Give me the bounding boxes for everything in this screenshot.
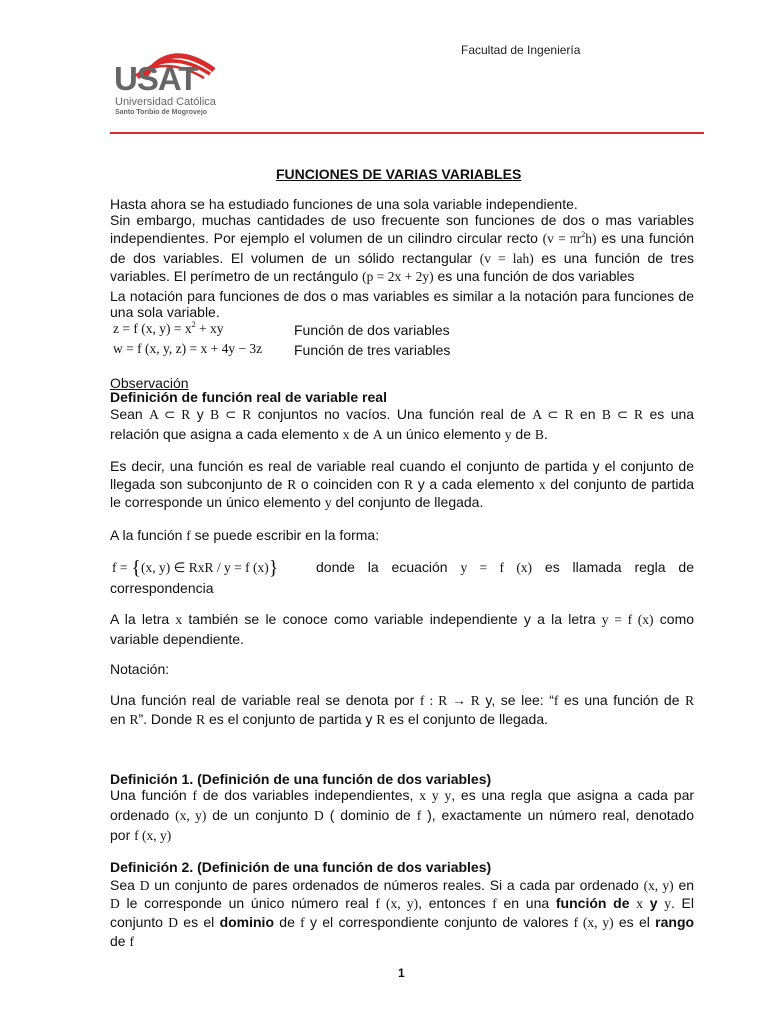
formula-label: Función de dos variables [294,322,450,338]
text-line [110,229,694,248]
formula-three-vars: w = f (x, y, z) = x + 4y − 3z [113,341,263,356]
text: es una función de dos variables [437,268,635,284]
text: variables. El perímetro de un rectángulo [110,268,359,284]
text-line [110,303,694,321]
page-title: FUNCIONES DE VARIAS VARIABLES [276,166,522,182]
text: es una función [601,230,695,246]
formula-label: Función de tres variables [294,342,451,358]
set-definition: f = {(x, y) ∈ RxR / y = f (x)} [112,557,279,579]
text-line: Una función f de dos variables independientes, x y y, es una regla que asigna a cada par [110,787,695,803]
text-line: relación que asigna a cada elemento x de A un único elemento y de B. [110,426,548,442]
math: (p = 2x + 2y) [362,269,434,284]
text-line: variable dependiente. [110,631,244,647]
text-line: Sea D un conjunto de pares ordenados de números reales. Si a cada par ordenado (x, y) en [110,877,695,893]
math: $(v = \pi r^2h)$ [542,230,597,246]
header-rule [110,132,704,134]
text-line: D le corresponde un único número real f (x, y), entonces f en una función de x y y. El [110,895,695,911]
observation-heading: Observación [110,375,189,391]
text-line [110,211,694,229]
definition-heading: Definición de función real de variable real [110,389,387,405]
logo-word: USAT [114,60,198,97]
formula-two-vars: z = f (x, $y) = x^2$ + xy [113,320,224,336]
logo-university: Universidad Católica [115,96,216,108]
definition-2-heading: Definición 2. (Definición de una función de dos variables) [110,859,492,875]
text-line: llegada son subconjunto de R o coinciden con R y a cada elemento x del conjunto de partida [110,476,695,492]
text: Sin embargo, muchas cantidades de uso frecuente son funciones de dos o mas variables [110,212,694,228]
text-line: le corresponde un único elemento y del conjunto de llegada. [110,494,484,510]
text-line: A la función f se puede escribir en la forma: [110,527,380,543]
text-line [110,249,694,268]
text-line: correspondencia [110,580,214,596]
text-line [110,267,694,286]
definition-1-heading: Definición 1. (Definición de una función de dos variables) [110,771,492,787]
text: Hasta ahora se ha estudiado funciones de una sola variable independiente. [110,196,578,212]
text: independientes. Por ejemplo el volumen de un cilindro circular recto [110,230,538,246]
text-line: ordenado (x, y) de un conjunto D ( dominio de f ), exactamente un número real, denotado [110,807,694,823]
text-line: Sean A ⊂ R y B ⊂ R conjuntos no vacíos. Una función real de A ⊂ R en B ⊂ R es una [110,406,695,422]
text-line: Una función real de variable real se denota por f : R → R y, se lee: “f es una función de R [110,692,695,708]
page-number: 1 [398,966,405,980]
text: La notación para funciones de dos o mas variables es similar a la notación para funciones de [110,288,694,304]
text-line: en R”. Donde R es el conjunto de partida y R es el conjunto de llegada. [110,711,549,727]
text-line: conjunto D es el dominio de f y el correspondiente conjunto de valores f (x, y) es el rango [110,914,695,930]
faculty-name: Facultad de Ingeniería [461,43,581,57]
text-line: de f [110,933,134,949]
text-line: A la letra x también se le conoce como variable independiente y a la letra y = f (x) como [110,611,695,627]
logo-subtitle: Santo Toribio de Mogrovejo [115,109,208,116]
notation-heading: Notación: [110,661,170,677]
text: de dos variables. El volumen de un sólido rectangular [110,250,473,266]
text: es una función de tres [541,250,695,266]
math: (v = lah) [479,251,534,266]
text-line: Es decir, una función es real de variable real cuando el conjunto de partida y el conjunto de [110,458,694,474]
usat-logo [114,40,218,120]
text: una sola variable. [110,304,220,320]
text-line: donde la ecuación y = f (x) es llamada regla de [316,559,694,575]
text-line: por f (x, y) [110,827,172,843]
